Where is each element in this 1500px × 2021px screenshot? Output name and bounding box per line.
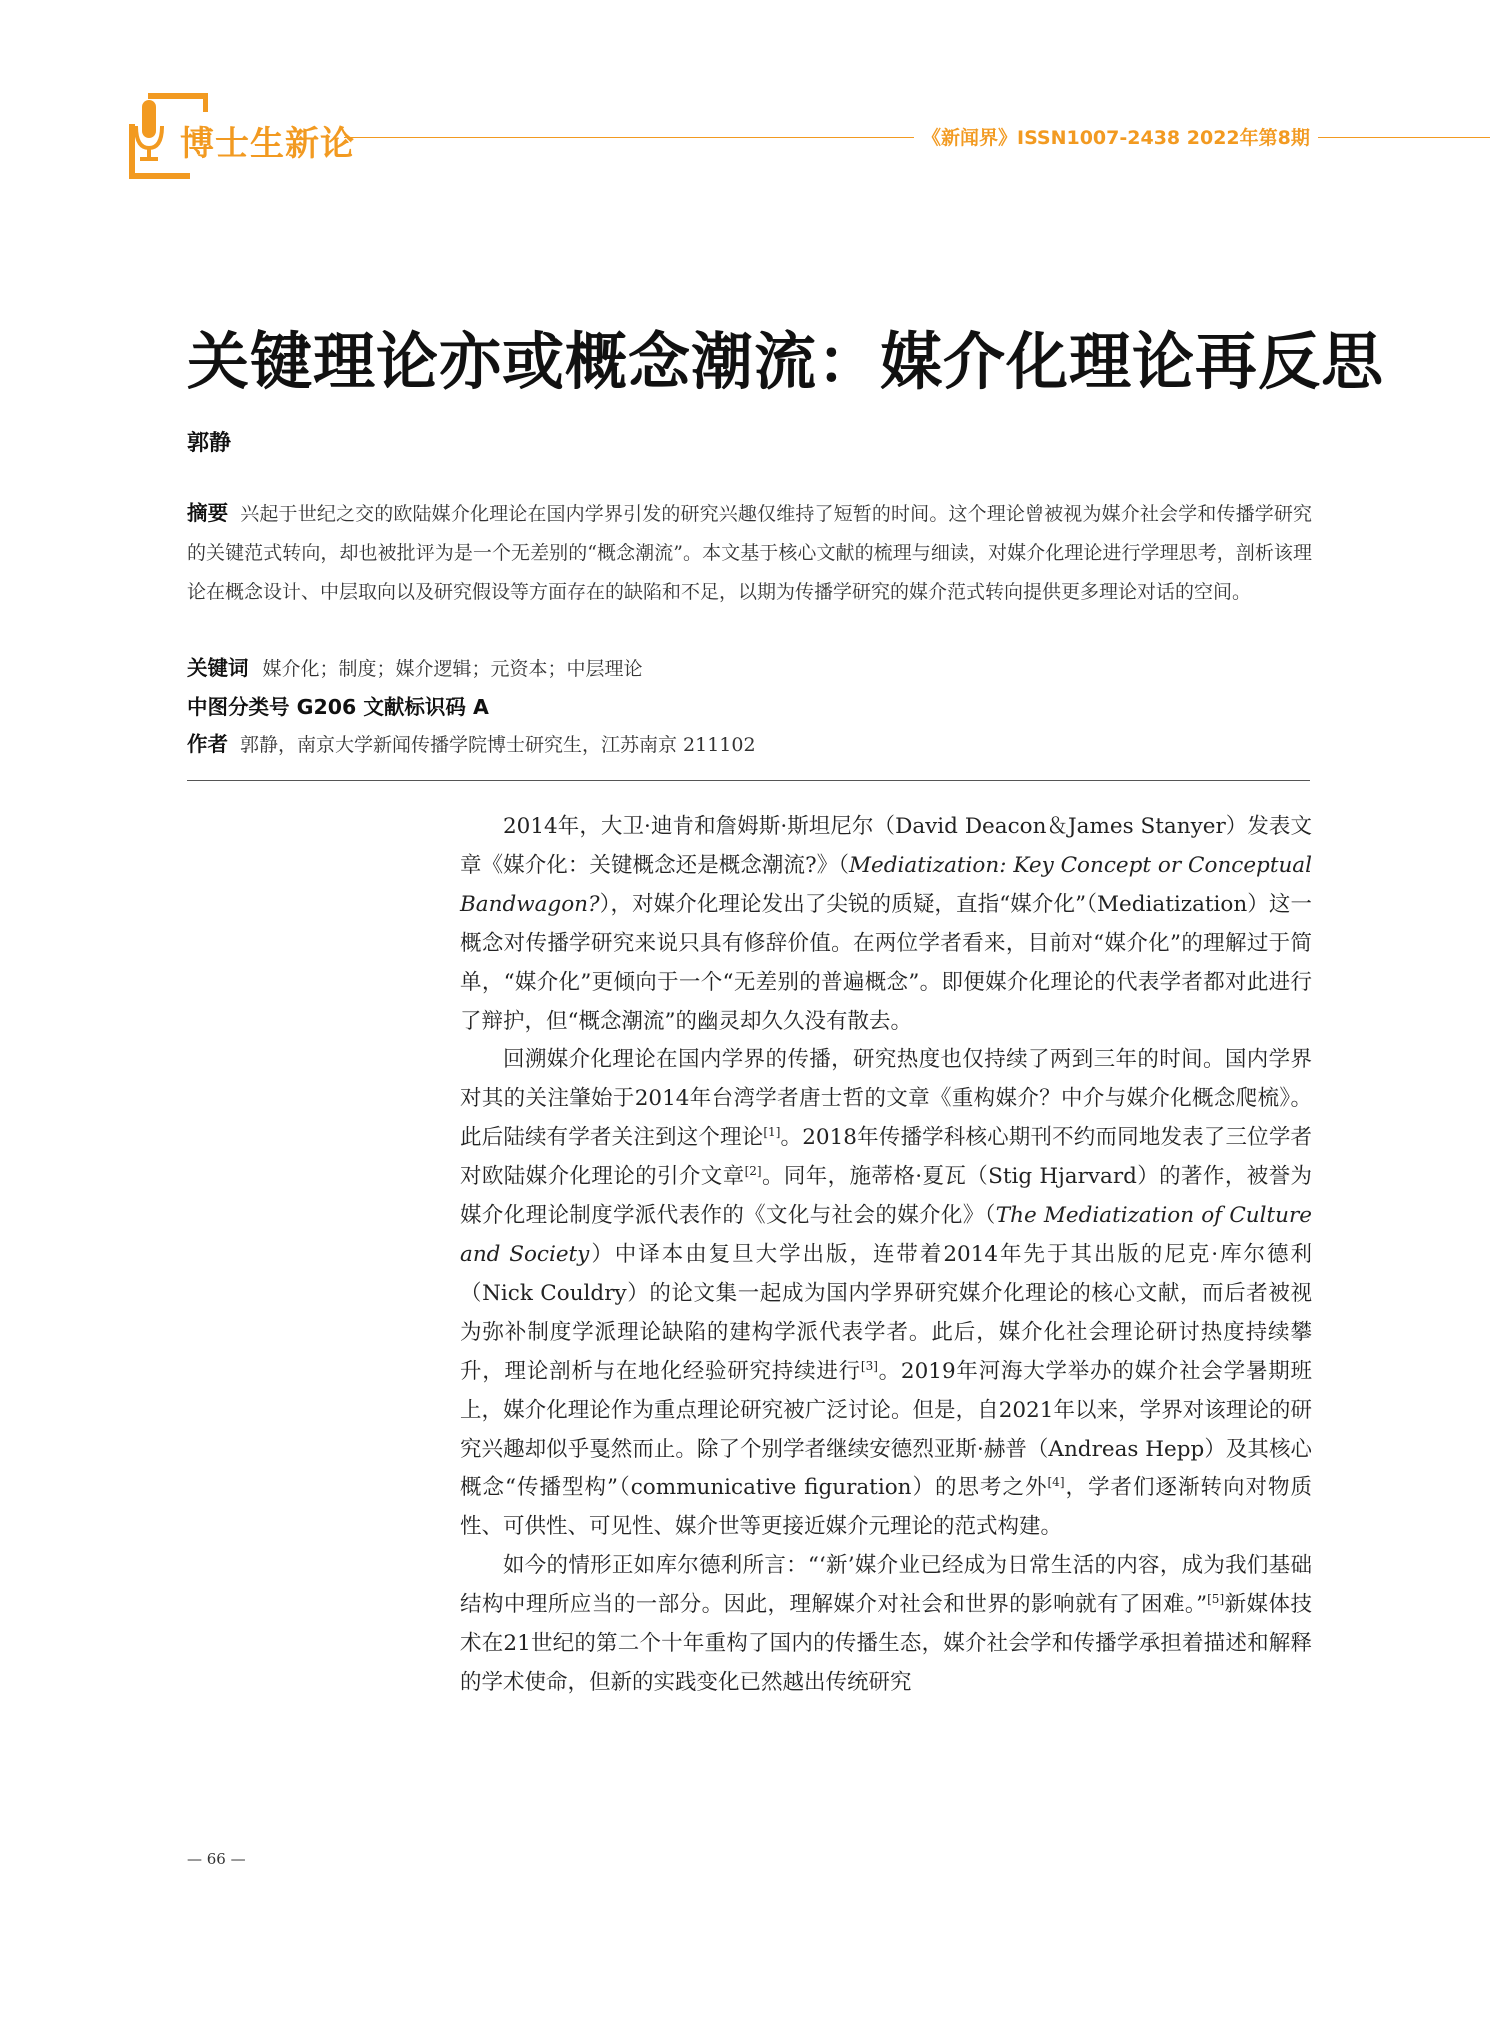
section-divider [187, 780, 1310, 781]
abstract-label: 摘要 [187, 501, 229, 525]
body-text: ）中译本由复旦大学出版，连带着2014年先于其出版的尼克·库尔德利（Nick Couldry）的论文集一起成为国内学界研究媒介化理论的核心文献，而后者被视为弥补制度学派理论缺陷的建构学派代表学者。此后，媒介化社会理论研讨热度持续攀升，理论剖析与在地化经验研究持续进行 [460, 1241, 1312, 1384]
citation-ref[interactable]: [2] [744, 1164, 762, 1178]
author-info-label: 作者 [187, 732, 228, 756]
journal-info: 《新闻界》ISSN1007-2438 2022年第8期 [922, 127, 1310, 149]
header-rule [1318, 137, 1490, 138]
body-text: 如今的情形正如库尔德利所言：“‘新’媒介业已经成为日常生活的内容，成为我们基础结构中理所应当的一部分。因此，理解媒介对社会和世界的影响就有了困难。” [460, 1553, 1312, 1618]
body-paragraph [460, 1041, 1312, 1547]
body-paragraph [460, 808, 1312, 1041]
body-paragraph [460, 1547, 1312, 1703]
body-text: 新媒体技术在21世纪的第二个十年重构了国内的传播生态，媒介社会学和传播学承担着描述和解释的学术使命，但新的实践变化已然越出传统研究 [460, 1592, 1312, 1695]
page-number: — 66 — [187, 1850, 246, 1868]
classification-text: 中图分类号 G206 文献标识码 A [187, 695, 489, 719]
keywords-text: 媒介化；制度；媒介逻辑；元资本；中层理论 [262, 658, 643, 680]
body-text: 回溯媒介化理论在国内学界的传播，研究热度也仅持续了两到三年的时间。国内学界对其的关注肇始于2014年台湾学者唐士哲的文章《重构媒介？中介与媒介化概念爬梳》。此后陆续有学者关注到这个理论 [460, 1047, 1312, 1151]
citation-ref[interactable]: [4] [1047, 1475, 1065, 1490]
english-title: Mediatization: Key Concept or Conceptual Bandwagon? [460, 852, 1312, 917]
classification [187, 689, 1312, 727]
body-text: 2014年，大卫·迪肯和詹姆斯·斯坦尼尔（David Deacon＆James Stanyer）发表文章《媒介化：关键概念还是概念潮流?》（ [460, 814, 1312, 878]
author-info [187, 726, 1312, 764]
header-rule [344, 137, 914, 138]
author-info-text: 郭静，南京大学新闻传播学院博士研究生，江苏南京 211102 [240, 734, 756, 756]
citation-ref[interactable]: [5] [1207, 1591, 1225, 1606]
article-body [460, 808, 1312, 1703]
column-name: 博士生新论 [180, 124, 355, 164]
author-name: 郭静 [187, 431, 232, 456]
citation-ref[interactable]: [1] [763, 1125, 781, 1140]
abstract-text: 兴起于世纪之交的欧陆媒介化理论在国内学界引发的研究兴趣仅维持了短暂的时间。这个理论曾被视为媒介社会学和传播学研究的关键范式转向，却也被批评为是一个无差别的“概念潮流”。本文基于核心文献的梳理与细读，对媒介化理论进行学理思考，剖析该理论在概念设计、中层取向以及研究假设等方面存在的缺陷和不足，以期为传播学研究的媒介范式转向提供更多理论对话的空间。 [187, 503, 1312, 603]
abstract [187, 494, 1312, 612]
body-text: ，学者们逐渐转向对物质性、可供性、可见性、媒介世等更接近媒介元理论的范式构建。 [460, 1475, 1312, 1540]
body-text: ），对媒介化理论发出了尖锐的质疑，直指“媒介化”（Mediatization）这一概念对传播学研究来说只具有修辞价值。在两位学者看来，目前对“媒介化”的理解过于简单，“媒介化”更倾向于一个“无差别的普遍概念”。即便媒介化理论的代表学者都对此进行了辩护，但“概念潮流”的幽灵却久久没有散去。 [460, 891, 1312, 1034]
keywords [187, 650, 1312, 688]
keywords-label: 关键词 [187, 656, 249, 680]
body-text: 。2019年河海大学举办的媒介社会学暑期班上，媒介化理论作为重点理论研究被广泛讨论。但是，自2021年以来，学界对该理论的研究兴趣却似乎戛然而止。除了个别学者继续安德烈亚斯·赫普（Andreas Hepp）及其核心概念“传播型构”（communicative figuration）的思考之外 [460, 1358, 1312, 1501]
body-text: 。2018年传播学科核心期刊不约而同地发表了三位学者对欧陆媒介化理论的引介文章 [460, 1125, 1312, 1190]
article-title: 关键理论亦或概念潮流：媒介化理论再反思 [187, 325, 1385, 398]
english-title: The Mediatization of Culture and Society [460, 1203, 1312, 1267]
citation-ref[interactable]: [3] [860, 1358, 878, 1373]
body-text: 。同年，施蒂格·夏瓦（Stig Hjarvard）的著作，被誉为媒介化理论制度学派代表作的《文化与社会的媒介化》（ [460, 1164, 1312, 1229]
